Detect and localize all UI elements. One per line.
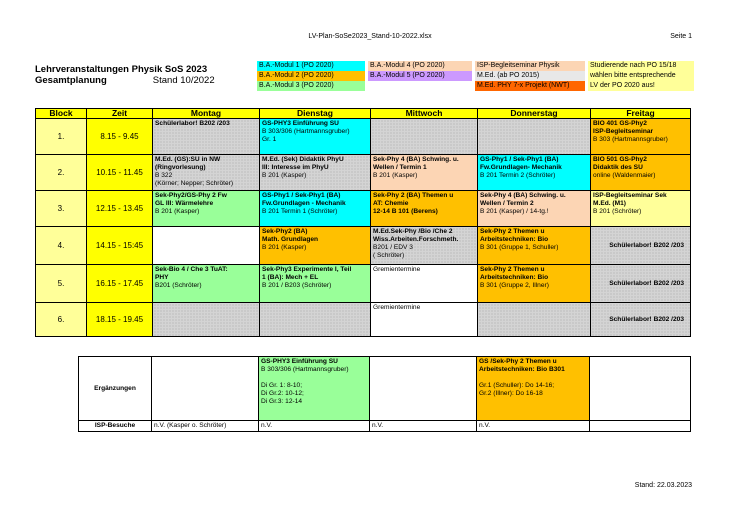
legend-col-4 — [588, 61, 694, 91]
extras-cell — [477, 357, 590, 421]
extras-line: Arbeitstechniken: Bio B301 — [479, 366, 565, 373]
course-cell — [153, 119, 260, 155]
course-line: B 303/306 (Hartmannsgruber) — [262, 128, 350, 135]
course-line: Schülerlabor! B202 /203 — [155, 120, 230, 127]
course-line: Didaktik des SU — [593, 164, 643, 171]
course-line: B 201 (Kasper) — [262, 172, 307, 179]
course-line: GS-Phy1 / Sek-Phy1 (BA) — [480, 156, 559, 163]
legend-note-2: wählen bitte entsprechende — [588, 71, 694, 81]
extras-label: Ergänzungen — [79, 357, 152, 421]
course-cell — [260, 119, 371, 155]
course-line: PHY — [155, 274, 169, 281]
table-row — [36, 191, 691, 227]
empty-cell — [260, 303, 371, 337]
course-cell — [260, 155, 371, 191]
legend-col-3 — [475, 61, 585, 91]
course-cell: Schülerlabor! B202 /203 — [591, 303, 691, 337]
empty-cell — [370, 357, 477, 421]
course-line: Sek-Phy 2 Themen u — [480, 228, 545, 235]
isp-cell-fr — [590, 421, 691, 432]
course-line: AT: Chemie — [373, 200, 409, 207]
table-row — [36, 303, 691, 337]
course-line: Fw.Grundlagen - Mechanik — [262, 200, 346, 207]
course-cell — [260, 227, 371, 265]
isp-cell-mi: n.V. — [370, 421, 477, 432]
course-line: Gremientermine — [373, 266, 421, 273]
extras-table — [78, 356, 691, 432]
course-cell — [371, 155, 478, 191]
extras-line: Di Gr. 1: 8-10; — [261, 382, 303, 389]
course-cell — [591, 155, 691, 191]
legend-note-1: Studierende nach PO 15/18 — [588, 61, 694, 71]
course-line: GL III: Wärmelehre — [155, 200, 214, 207]
course-line: Sek-Phy3 Experimente I, Teil — [262, 266, 352, 273]
empty-cell — [152, 357, 259, 421]
empty-cell — [478, 119, 591, 155]
col-header-montag: Montag — [153, 109, 260, 119]
header-row — [36, 109, 691, 119]
schedule-table — [35, 108, 691, 337]
course-line: B 201 / B203 (Schröter) — [262, 282, 332, 289]
block-cell: 2. — [36, 155, 87, 191]
course-line: Fw.Grundlagen- Mechanik — [480, 164, 562, 171]
course-line: B201 (Schröter) — [155, 282, 202, 289]
course-line: Sek-Phy 4 (BA) Schwing. u. — [480, 192, 566, 199]
course-cell — [371, 227, 478, 265]
course-line: Sek-Phy2/GS-Phy 2 Fw — [155, 192, 227, 199]
legend-modul-3: B.A.-Modul 3 (PO 2020) — [257, 81, 365, 91]
course-line: Wiss.Arbeiten.Forschmeth. — [373, 236, 459, 243]
course-line: B 201 (Kasper) — [155, 208, 200, 215]
course-line: GS-Phy1 / Sek-Phy1 (BA) — [262, 192, 341, 199]
extras-line: Di Gr.3: 12-14 — [261, 398, 303, 405]
course-line: (Ringvorlesung) — [155, 164, 206, 171]
empty-cell — [153, 227, 260, 265]
legend-modul-5: B.A.-Modul 5 (PO 2020) — [368, 71, 472, 81]
extras-cell — [259, 357, 370, 421]
course-line: B 303 (Hartmannsgruber) — [593, 136, 668, 143]
time-cell: 16.15 - 17.45 — [87, 265, 153, 303]
empty-cell — [153, 303, 260, 337]
extras-line: Gr.1 (Schuller): Do 14-16; — [479, 382, 555, 389]
course-line: GS-PHY3 Einführung SU — [262, 120, 339, 127]
course-line: online (Waldenmaier) — [593, 172, 656, 179]
course-line: B 201 (Schröter) — [593, 208, 642, 215]
course-line: Sek-Phy 2 Themen u — [480, 266, 545, 273]
table-row — [36, 265, 691, 303]
course-line: B 322 — [155, 172, 173, 179]
col-header-block: Block — [36, 109, 87, 119]
col-header-mittwoch: Mittwoch — [371, 109, 478, 119]
block-cell: 1. — [36, 119, 87, 155]
legend-col-1 — [257, 61, 365, 91]
course-cell — [153, 191, 260, 227]
course-cell — [478, 265, 591, 303]
course-line: Arbeitstechniken: Bio — [480, 236, 549, 243]
course-line: Sek-Bio 4 / Che 3 TuAT: — [155, 266, 228, 273]
col-header-zeit: Zeit — [87, 109, 153, 119]
course-line: B 201 Termin 2 (Schröter) — [480, 172, 556, 179]
course-cell — [371, 303, 478, 337]
legend-med: M.Ed. (ab PO 2015) — [475, 71, 585, 81]
course-line: B 201 Termin 1 (Schröter) — [262, 208, 338, 215]
legend-note-3: LV der PO 2020 aus! — [588, 81, 694, 91]
isp-label: ISP-Besuche — [79, 421, 152, 432]
extras-line: Di Gr.2: 10-12; — [261, 390, 304, 397]
course-line: Math. Grundlagen — [262, 236, 319, 243]
course-cell — [478, 191, 591, 227]
course-cell — [260, 265, 371, 303]
extras-row — [79, 357, 691, 421]
course-line: B 201 (Kasper) — [373, 172, 418, 179]
empty-cell — [371, 119, 478, 155]
time-cell: 10.15 - 11.45 — [87, 155, 153, 191]
course-line: Gr. 1 — [262, 136, 277, 143]
course-line: Gremientermine — [373, 304, 421, 311]
course-line: Wellen / Termin 1 — [373, 164, 427, 171]
course-cell — [371, 191, 478, 227]
col-header-freitag: Freitag — [591, 109, 691, 119]
legend-modul-1: B.A.-Modul 1 (PO 2020) — [257, 61, 365, 71]
time-cell: 14.15 - 15:45 — [87, 227, 153, 265]
title-block — [35, 64, 215, 86]
course-line: Sek-Phy2 (BA) — [262, 228, 308, 235]
file-name: LV-Plan-SoSe2023_Stand-10-2022.xlsx — [308, 33, 432, 40]
course-line: B 301 (Gruppe 2, Illner) — [480, 282, 549, 289]
isp-cell-di: n.V. — [259, 421, 370, 432]
course-line: B 301 (Gruppe 1, Schuller) — [480, 244, 559, 251]
legend-isp: ISP-Begleitseminar Physik — [475, 61, 585, 71]
empty-cell — [590, 357, 691, 421]
empty-cell — [478, 303, 591, 337]
course-line: Wellen / Termin 2 — [480, 200, 534, 207]
course-cell: Schülerlabor! B202 /203 — [591, 265, 691, 303]
course-cell — [478, 227, 591, 265]
time-cell: 8.15 - 9.45 — [87, 119, 153, 155]
extras-line: GS /Sek-Phy 2 Themen u — [479, 358, 557, 365]
time-cell: 12.15 - 13.45 — [87, 191, 153, 227]
course-line: M.Ed. (GS):SU in NW — [155, 156, 221, 163]
isp-row — [79, 421, 691, 432]
course-line: ( Schröter) — [373, 252, 405, 259]
course-line: III: Interesse im PhyU — [262, 164, 329, 171]
extras-line: GS-PHY3 Einführung SU — [261, 358, 338, 365]
course-line: BIO 401 GS-Phy2 — [593, 120, 647, 127]
course-line: ISP-Begleitseminar — [593, 128, 654, 135]
table-row — [36, 227, 691, 265]
course-line: B201 / EDV 3 — [373, 244, 413, 251]
course-line: BIO 501 GS-Phy2 — [593, 156, 647, 163]
course-line: Arbeitstechniken: Bio — [480, 274, 549, 281]
course-line: 1 (BA): Mech + EL — [262, 274, 319, 281]
course-cell — [153, 265, 260, 303]
course-cell — [153, 155, 260, 191]
extras-line: Gr.2 (Illner): Do 16-18 — [479, 390, 543, 397]
title-stand: Stand 10/2022 — [152, 75, 215, 86]
legend-modul-2: B.A.-Modul 2 (PO 2020) — [257, 71, 365, 81]
course-cell: Schülerlabor! B202 /203 — [591, 227, 691, 265]
block-cell: 3. — [36, 191, 87, 227]
col-header-donnerstag: Donnerstag — [478, 109, 591, 119]
course-cell — [591, 119, 691, 155]
block-cell: 4. — [36, 227, 87, 265]
page-number: Seite 1 — [670, 33, 692, 40]
course-cell — [371, 265, 478, 303]
course-line: (Körner; Nepper; Schröter) — [155, 180, 234, 187]
isp-cell-do: n.V. — [477, 421, 590, 432]
course-line: M.Ed. (Sek) Didaktik PhyU — [262, 156, 344, 163]
legend-projekt: M.Ed. PHY 7-x Projekt (NWT) — [475, 81, 585, 91]
footer-stand: Stand: 22.03.2023 — [634, 482, 692, 489]
course-cell — [260, 191, 371, 227]
course-line: Sek-Phy 2 (BA) Themen u — [373, 192, 454, 199]
course-line: ISP-Begleitseminar Sek — [593, 192, 667, 199]
isp-cell-mo: n.V. (Kasper o. Schröter) — [152, 421, 259, 432]
course-line: M.Ed. (M1) — [593, 200, 626, 207]
course-line: 12-14 B 101 (Berens) — [373, 208, 438, 215]
col-header-dienstag: Dienstag — [260, 109, 371, 119]
course-line: M.Ed.Sek-Phy /Bio /Che 2 — [373, 228, 453, 235]
legend-col-2 — [368, 61, 472, 81]
table-row — [36, 155, 691, 191]
course-line: Sek-Phy 4 (BA) Schwing. u. — [373, 156, 459, 163]
title-main: Lehrveranstaltungen Physik SoS 2023 — [35, 64, 208, 75]
block-cell: 6. — [36, 303, 87, 337]
block-cell: 5. — [36, 265, 87, 303]
extras-line: B 303/306 (Hartmannsgruber) — [261, 366, 349, 373]
course-line: B 201 (Kasper) / 14-tg.! — [480, 208, 549, 215]
legend-modul-4: B.A.-Modul 4 (PO 2020) — [368, 61, 472, 71]
title-sub: Gesamtplanung — [35, 75, 107, 86]
course-cell — [478, 155, 591, 191]
table-row — [36, 119, 691, 155]
course-line: B 201 (Kasper) — [262, 244, 307, 251]
course-cell — [591, 191, 691, 227]
time-cell: 18.15 - 19.45 — [87, 303, 153, 337]
